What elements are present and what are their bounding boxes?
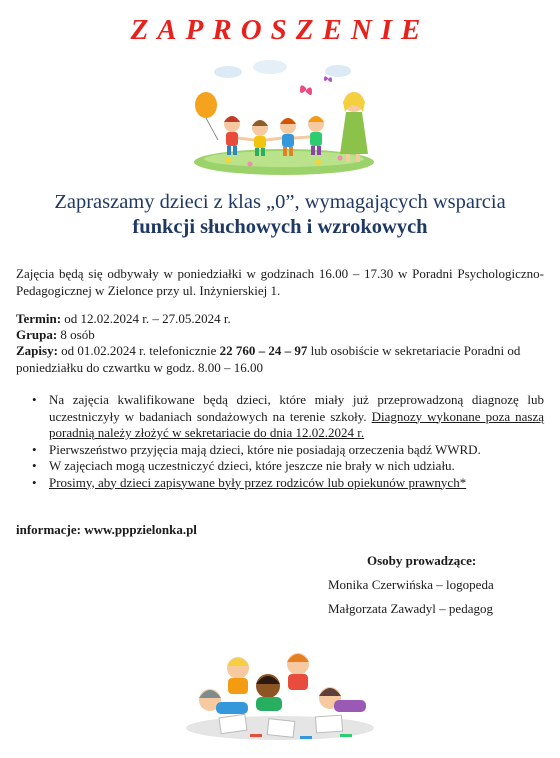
grupa-label: Grupa: bbox=[16, 327, 58, 342]
children-drawing-illustration bbox=[180, 642, 380, 744]
grupa-value: 8 osób bbox=[57, 327, 95, 342]
invitation-title: ZAPROSZENIE bbox=[130, 14, 430, 46]
intro-paragraph: Zajęcia będą się odbywały w poniedziałki w godzinach 16.00 – 17.30 w Poradni Psychologiczno-Pedagogicznej w Zielonce przy ul. Inżynierskiej 1. bbox=[16, 266, 544, 298]
list-item: • W zajęciach mogą uczestniczyć dzieci, które jeszcze nie brały w nich udziału. bbox=[49, 458, 544, 475]
rule-1-text: Na zajęcia kwalifikowane będą dzieci, które miały już przeprowadzoną diagnozę lub uczestniczyły w badaniach sondażowych na terenie szkoły. bbox=[49, 392, 544, 424]
heading-line-1: Zapraszamy dzieci z klas „0”, wymagających wsparcia bbox=[54, 191, 506, 213]
rule-1-underlined: Diagnozy wykonane poza naszą poradnią należy złożyć w sekretariacie do dnia 12.02.2024 r. bbox=[49, 408, 545, 440]
heading-line-2: funkcji słuchowych i wzrokowych bbox=[132, 216, 428, 238]
termin-value: od 12.02.2024 r. – 27.05.2024 r. bbox=[61, 311, 231, 326]
zapisy-text-1: od 01.02.2024 r. telefonicznie bbox=[57, 343, 220, 358]
list-item: • Prosimy, aby dzieci zapisywane były przez rodziców lub opiekunów prawnych* bbox=[49, 475, 544, 492]
zapisy-phone: 22 760 – 24 – 97 bbox=[219, 343, 308, 358]
termin-label: Termin: bbox=[16, 311, 62, 326]
zapisy-text-2: lub osobiście w sekretariacie Poradni od poniedziałku do czwartku w godz. 8.00 – 16.00 bbox=[16, 343, 521, 375]
children-holding-hands-illustration bbox=[188, 58, 380, 180]
grupa-line bbox=[16, 327, 546, 344]
zapisy-line bbox=[16, 343, 546, 376]
zapisy-label: Zapisy: bbox=[16, 343, 58, 358]
info-line: informacje: www.pppzielonka.pl bbox=[16, 522, 197, 537]
leader-2: Małgorzata Zawadyl – pedagog bbox=[328, 601, 493, 616]
leader-1: Monika Czerwińska – logopeda bbox=[328, 577, 494, 592]
termin-line bbox=[16, 311, 546, 328]
rules-list bbox=[16, 392, 544, 491]
list-item bbox=[49, 392, 544, 442]
list-item: • Pierwszeństwo przyjęcia mają dzieci, które nie posiadają orzeczenia bądź WWRD. bbox=[49, 442, 544, 459]
leaders-heading: Osoby prowadzące: bbox=[367, 553, 477, 568]
